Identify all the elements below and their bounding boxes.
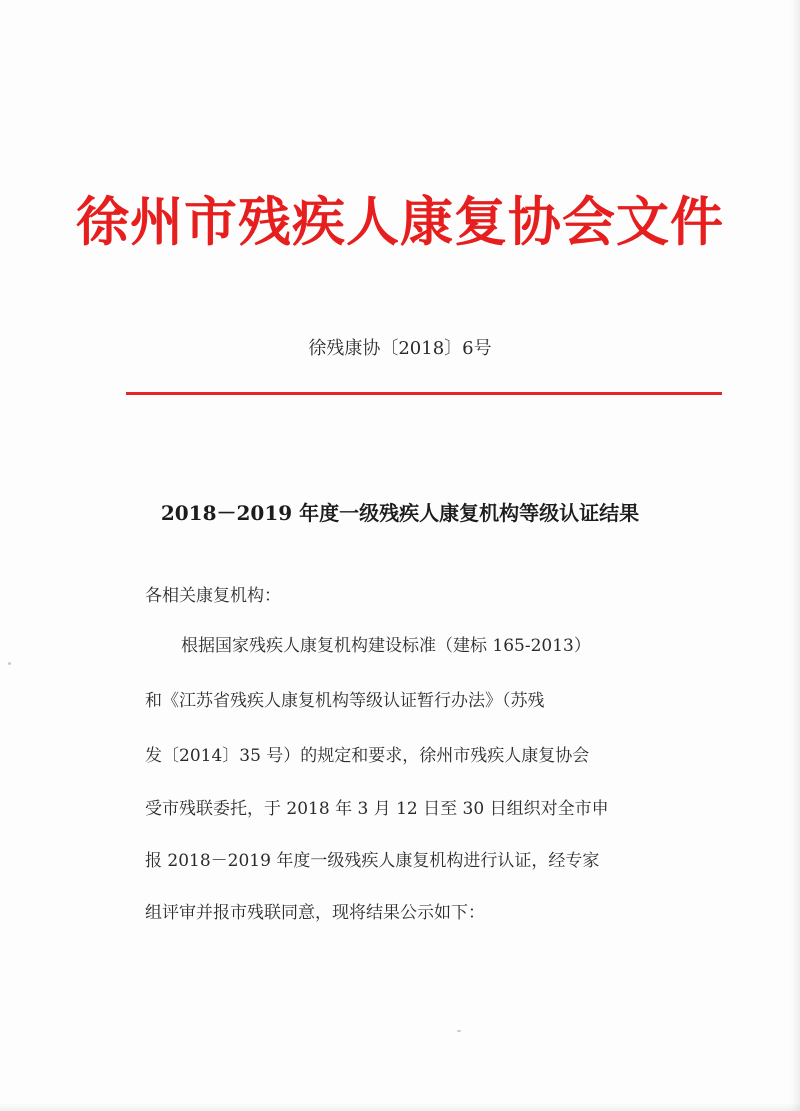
document-title: 2018－2019 年度一级残疾人康复机构等级认证结果 xyxy=(160,501,640,525)
document-number: 徐残康协〔2018〕6号 xyxy=(308,338,492,359)
body-line: 发〔2014〕35 号）的规定和要求，徐州市残疾人康复协会 xyxy=(145,746,590,766)
body-line: 组评审并报市残联同意，现将结果公示如下： xyxy=(145,903,485,923)
header-red-divider xyxy=(126,392,722,395)
scan-speck xyxy=(8,662,11,665)
body-line: 受市残联委托，于 2018 年 3 月 12 日至 30 日组织对全市申 xyxy=(145,799,609,819)
salutation: 各相关康复机构： xyxy=(145,586,281,606)
body-line: 和《江苏省残疾人康复机构等级认证暂行办法》（苏残 xyxy=(145,691,545,711)
org-header-title: 徐州市残疾人康复协会文件 xyxy=(76,191,724,253)
body-line: 报 2018－2019 年度一级残疾人康复机构进行认证，经专家 xyxy=(145,851,600,871)
page-edge-shadow xyxy=(790,0,800,1111)
scan-speck xyxy=(457,1030,461,1032)
body-line: 根据国家残疾人康复机构建设标准（建标 165-2013） xyxy=(181,636,591,656)
page-edge-shadow xyxy=(0,1103,800,1111)
